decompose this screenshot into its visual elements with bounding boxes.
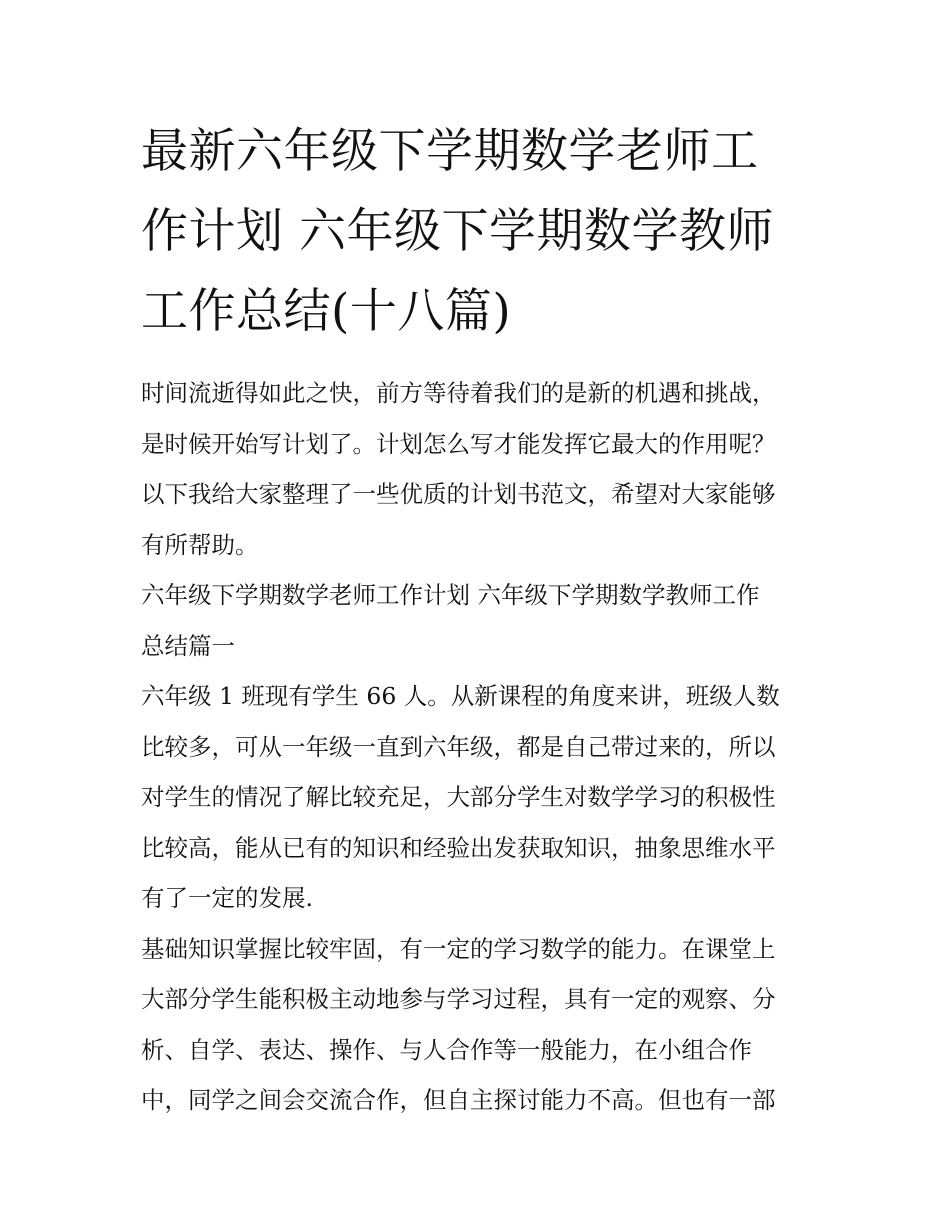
text-line: 以下我给大家整理了一些优质的计划书范文，希望对大家能够 [141, 480, 776, 508]
text-line: 中，同学之间会交流合作，但自主探讨能力不高。但也有一部 [141, 1086, 776, 1114]
text-line: 比较多，可从一年级一直到六年级，都是自己带过来的，所以 [141, 732, 776, 761]
text-line: 比较高，能从已有的知识和经验出发获取知识，抽象思维水平 [141, 833, 776, 862]
text-line: 六年级 1 班现有学生 66 人。从新课程的角度来讲，班级人数 [141, 682, 780, 710]
text-line: 是时候开始写计划了。计划怎么写才能发挥它最大的作用呢？ [141, 429, 776, 458]
text-line: 六年级下学期数学老师工作计划 六年级下学期数学教师工作 [141, 581, 760, 609]
title-line: 最新六年级下学期数学老师工 [141, 124, 759, 179]
text-line: 总结篇一 [141, 631, 235, 660]
title-spacer [141, 352, 813, 368]
section-heading-paragraph [141, 570, 813, 671]
text-line: 析、自学、表达、操作、与人合作等一般能力，在小组合作 [141, 1035, 752, 1064]
text-line: 大部分学生能积极主动地参与学习过程，具有一定的观察、分 [141, 985, 776, 1013]
ability-paragraph [141, 924, 813, 1126]
title-line: 工作总结(十八篇) [141, 284, 512, 339]
text-line: 基础知识掌握比较牢固，有一定的学习数学的能力。在课堂上 [141, 934, 776, 963]
text-line: 有了一定的发展. [141, 884, 313, 912]
document-page [141, 112, 813, 1126]
intro-paragraph [141, 368, 813, 570]
text-line: 有所帮助。 [141, 530, 259, 559]
document-title [141, 112, 813, 352]
text-line: 对学生的情况了解比较充足，大部分学生对数学学习的积极性 [141, 783, 776, 811]
text-line: 时间流逝得如此之快，前方等待着我们的是新的机遇和挑战， [141, 379, 776, 407]
class-overview-paragraph [141, 671, 813, 924]
title-line: 作计划 六年级下学期数学教师 [141, 204, 774, 259]
